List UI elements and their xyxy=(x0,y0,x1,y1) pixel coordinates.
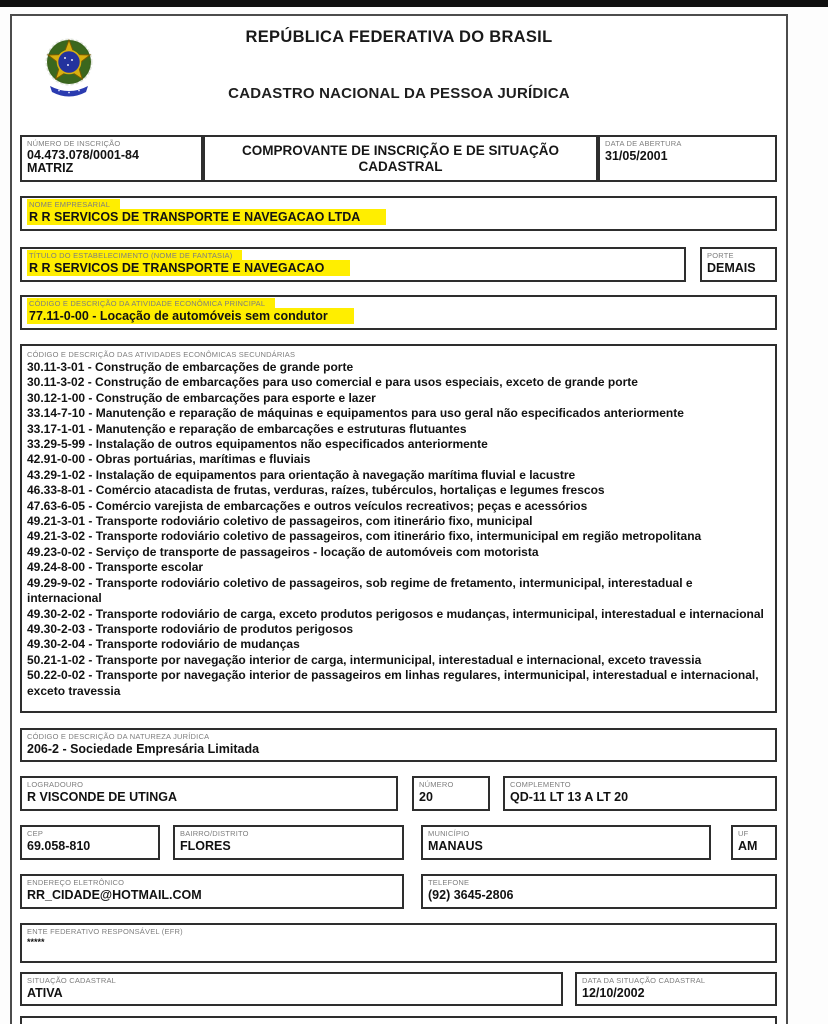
efr-value: ***** xyxy=(27,937,45,947)
document-title xyxy=(210,139,591,178)
field-situacao-cadastral xyxy=(20,972,563,1006)
field-data-abertura xyxy=(598,135,777,182)
activity-line: 43.29-1-02 - Instalação de equipamentos para orientação à navegação marítima fluvial e lacustre xyxy=(27,467,576,482)
field-label: TÍTULO DO ESTABELECIMENTO (NOME DE FANTASIA) xyxy=(27,250,242,261)
activity-line: 49.30-2-02 - Transporte rodoviário de carga, exceto produtos perigosos e mudanças, intermunicipal, interestadual e internacional xyxy=(27,606,764,621)
document-title-box xyxy=(203,135,598,182)
opening-date-value: 31/05/2001 xyxy=(605,149,668,163)
complement-value: QD-11 LT 13 A LT 20 xyxy=(510,790,629,804)
field-label: BAIRRO/DISTRITO xyxy=(180,829,249,838)
field-cep xyxy=(20,825,160,860)
field-numero xyxy=(412,776,490,811)
activity-line: 49.30-2-04 - Transporte rodoviário de mudanças xyxy=(27,637,300,652)
activity-line: 49.21-3-02 - Transporte rodoviário coletivo de passageiros, com itinerário fixo, intermunicipal em região metropolitana xyxy=(27,529,702,544)
field-municipio xyxy=(421,825,711,860)
field-endereco-eletronico xyxy=(20,874,404,909)
activity-line: 42.91-0-00 - Obras portuárias, marítimas e fluviais xyxy=(27,452,311,467)
secondary-activities-list xyxy=(27,360,770,699)
cep-value: 69.058-810 xyxy=(27,839,91,853)
status-value: ATIVA xyxy=(27,986,63,1000)
republic-title: REPÚBLICA FEDERATIVA DO BRASIL xyxy=(245,28,553,46)
field-label: DATA DE ABERTURA xyxy=(605,139,682,148)
district-value: FLORES xyxy=(180,839,231,853)
field-label: SITUAÇÃO CADASTRAL xyxy=(27,976,117,985)
activity-line: 47.63-6-05 - Comércio varejista de embarcações e outros veículos recreativos; peças e acessórios xyxy=(27,498,588,513)
document-title-line2: CADASTRAL xyxy=(358,158,443,174)
field-label: CEP xyxy=(27,829,44,838)
field-label: ENTE FEDERATIVO RESPONSÁVEL (EFR) xyxy=(27,927,183,936)
activity-line: 30.11-3-01 - Construção de embarcações de grande porte xyxy=(27,360,354,374)
inscription-number: 04.473.078/0001-84 xyxy=(27,148,139,162)
status-date-value: 12/10/2002 xyxy=(582,986,645,1000)
field-bairro xyxy=(173,825,404,860)
field-telefone xyxy=(421,874,777,909)
activity-line: 33.17-1-01 - Manutenção e reparação de embarcações e estruturas flutuantes xyxy=(27,421,467,436)
field-label: CÓDIGO E DESCRIÇÃO DA NATUREZA JURÍDICA xyxy=(27,732,210,741)
activity-line: 50.21-1-02 - Transporte por navegação interior de carga, intermunicipal, interestadual e internacional, exceto travessia xyxy=(27,652,702,667)
field-label: CÓDIGO E DESCRIÇÃO DA ATIVIDADE ECONÔMICA PRINCIPAL xyxy=(27,298,275,309)
field-nome-empresarial xyxy=(20,196,777,231)
state-value: AM xyxy=(738,839,758,853)
company-name-value: R R SERVICOS DE TRANSPORTE E NAVEGACAO LTDA xyxy=(27,209,386,225)
field-natureza-juridica xyxy=(20,728,777,762)
field-label: COMPLEMENTO xyxy=(510,780,571,789)
field-label: DATA DA SITUAÇÃO CADASTRAL xyxy=(582,976,706,985)
activity-line: 49.21-3-01 - Transporte rodoviário coletivo de passageiros, com itinerário fixo, municipal xyxy=(27,514,533,529)
main-activity-value: 77.11-0-00 - Locação de automóveis sem condutor xyxy=(27,308,354,324)
registry-subtitle: CADASTRO NACIONAL DA PESSOA JURÍDICA xyxy=(228,85,570,102)
activity-line: 30.11-3-02 - Construção de embarcações para uso comercial e para usos especiais, exceto de grande porte xyxy=(27,375,638,390)
activity-line: 30.12-1-00 - Construção de embarcações para esporte e lazer xyxy=(27,390,376,405)
field-label: UF xyxy=(738,829,749,838)
field-efr xyxy=(20,923,777,963)
field-numero-inscricao xyxy=(20,135,203,182)
email-value: RR_CIDADE@HOTMAIL.COM xyxy=(27,888,202,902)
number-value: 20 xyxy=(419,790,433,804)
field-label: TELEFONE xyxy=(428,878,470,887)
field-label: PORTE xyxy=(707,251,734,260)
activity-line: 33.29-5-99 - Instalação de outros equipamentos não especificados anteriormente xyxy=(27,437,488,452)
field-label: LOGRADOURO xyxy=(27,780,84,789)
trade-name-value: R R SERVICOS DE TRANSPORTE E NAVEGACAO xyxy=(27,260,350,276)
field-label: NOME EMPRESARIAL xyxy=(27,199,120,210)
field-titulo-estabelecimento xyxy=(20,247,686,282)
phone-value: (92) 3645-2806 xyxy=(428,888,514,902)
field-uf xyxy=(731,825,777,860)
legal-nature-value: 206-2 - Sociedade Empresária Limitada xyxy=(27,742,260,756)
field-atividade-principal xyxy=(20,295,777,330)
document-title-line1: COMPROVANTE DE INSCRIÇÃO E DE SITUAÇÃO xyxy=(241,142,560,158)
field-label: NÚMERO xyxy=(419,780,454,789)
activity-line: 49.30-2-03 - Transporte rodoviário de produtos perigosos xyxy=(27,621,354,636)
activity-line: 49.23-0-02 - Serviço de transporte de passageiros - locação de automóveis com motorista xyxy=(27,544,539,559)
field-label: NÚMERO DE INSCRIÇÃO xyxy=(27,139,121,148)
city-value: MANAUS xyxy=(428,839,483,853)
activity-line: 46.33-8-01 - Comércio atacadista de frutas, verduras, raízes, tubérculos, hortaliças e legumes frescos xyxy=(27,483,605,498)
porte-value: DEMAIS xyxy=(707,261,756,275)
field-label: CÓDIGO E DESCRIÇÃO DAS ATIVIDADES ECONÔMICAS SECUNDÁRIAS xyxy=(27,350,296,359)
top-border-bar xyxy=(0,0,828,7)
inscription-type: MATRIZ xyxy=(27,161,74,175)
field-complemento xyxy=(503,776,777,811)
street-value: R VISCONDE DE UTINGA xyxy=(27,790,178,804)
field-data-situacao-cadastral xyxy=(575,972,777,1006)
activity-line: 33.14-7-10 - Manutenção e reparação de máquinas e equipamentos para uso geral não especificados anteriormente xyxy=(27,406,684,421)
field-porte xyxy=(700,247,777,282)
field-label: MUNICÍPIO xyxy=(428,829,470,838)
activity-line: 49.29-9-02 - Transporte rodoviário coletivo de passageiros, sob regime de fretamento, intermunicipal, interestadual e internacional xyxy=(27,575,693,606)
field-label: ENDEREÇO ELETRÔNICO xyxy=(27,878,125,887)
field-atividades-secundarias xyxy=(20,344,777,713)
field-logradouro xyxy=(20,776,398,811)
activity-line: 50.22-0-02 - Transporte por navegação interior de passageiros em linhas regulares, intermunicipal, interestadual e internacional, exceto travessia xyxy=(27,668,759,698)
activity-line: 49.24-8-00 - Transporte escolar xyxy=(27,560,204,575)
partial-bottom-box xyxy=(20,1016,777,1024)
